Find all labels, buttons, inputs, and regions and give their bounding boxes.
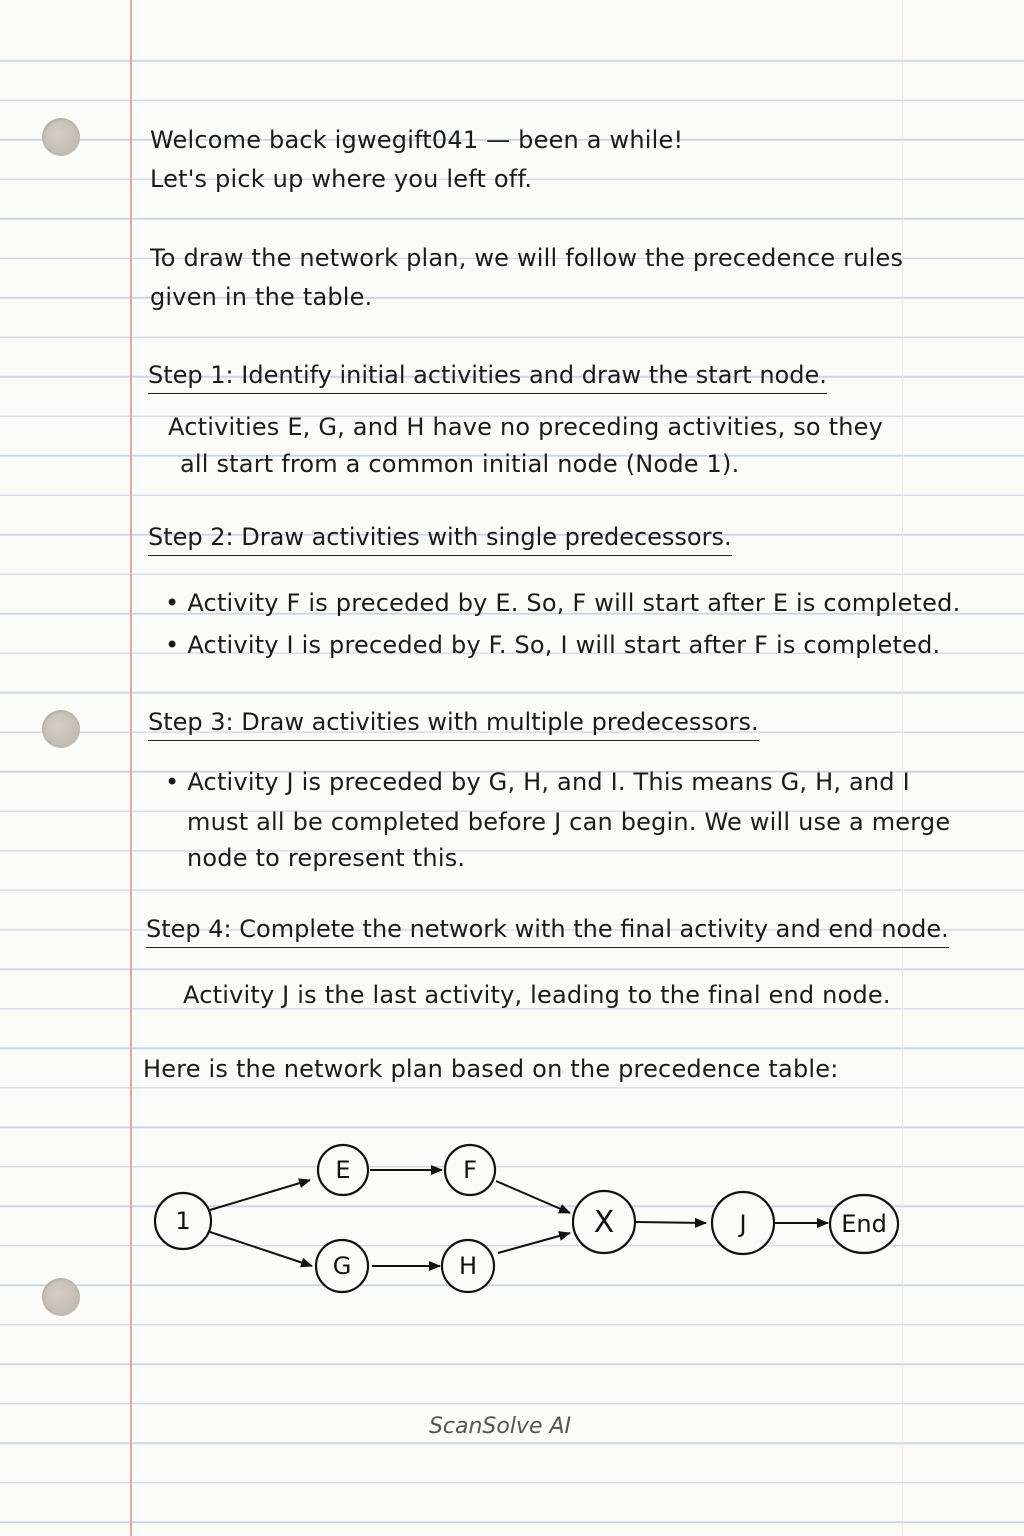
punch-hole-bottom bbox=[42, 1278, 80, 1316]
step-2-bullet: • Activity F is preceded by E. So, F will start after E is completed. bbox=[165, 585, 960, 622]
node-label: H bbox=[458, 1252, 478, 1280]
greeting-line-1: Welcome back igwegift041 — been a while! bbox=[150, 126, 684, 154]
margin-line bbox=[130, 0, 132, 1536]
intro-line-1: To draw the network plan, we will follow the precedence rules bbox=[150, 244, 904, 272]
arrow-1-to-e bbox=[210, 1180, 310, 1210]
step-1-heading: Step 1: Identify initial activities and draw the start node. bbox=[148, 360, 827, 394]
punch-hole-middle bbox=[42, 710, 80, 748]
node-label: E bbox=[335, 1156, 351, 1184]
node-label: X bbox=[593, 1205, 615, 1240]
arrow-1-to-g bbox=[210, 1232, 312, 1266]
step-4-line-1: Activity J is the last activity, leading to the final end node. bbox=[183, 981, 891, 1009]
arrow-h-to-x bbox=[498, 1233, 570, 1253]
greeting-line-2: Let's pick up where you left off. bbox=[150, 165, 533, 193]
step-2-bullet: • Activity I is preceded by F. So, I will start after F is completed. bbox=[165, 627, 940, 664]
arrow-x-to-j bbox=[636, 1222, 706, 1223]
node-label: End bbox=[841, 1210, 887, 1238]
node-label: F bbox=[463, 1156, 477, 1184]
node-label: J bbox=[739, 1210, 747, 1238]
step-1-line-2: all start from a common initial node (Node 1). bbox=[180, 450, 740, 478]
arrow-f-to-x bbox=[496, 1181, 570, 1213]
closing-text: Here is the network plan based on the precedence table: bbox=[143, 1055, 839, 1083]
step-3-line-1: • Activity J is preceded by G, H, and I. This means G, H, and I bbox=[165, 764, 910, 801]
step-2-heading: Step 2: Draw activities with single predecessors. bbox=[148, 522, 732, 556]
brand-watermark: ScanSolve AI bbox=[428, 1414, 572, 1439]
step-3-line-3: node to represent this. bbox=[187, 844, 466, 872]
step-1-line-1: Activities E, G, and H have no preceding activities, so they bbox=[168, 413, 884, 441]
network-diagram bbox=[140, 1135, 920, 1305]
intro-line-2: given in the table. bbox=[150, 283, 373, 311]
step-3-heading: Step 3: Draw activities with multiple predecessors. bbox=[148, 707, 759, 741]
node-label: G bbox=[332, 1252, 352, 1280]
punch-hole-top bbox=[42, 118, 80, 156]
step-3-line-2: must all be completed before J can begin. We will use a merge bbox=[187, 808, 951, 836]
node-label: 1 bbox=[175, 1207, 191, 1235]
step-4-heading: Step 4: Complete the network with the final activity and end node. bbox=[146, 914, 949, 948]
